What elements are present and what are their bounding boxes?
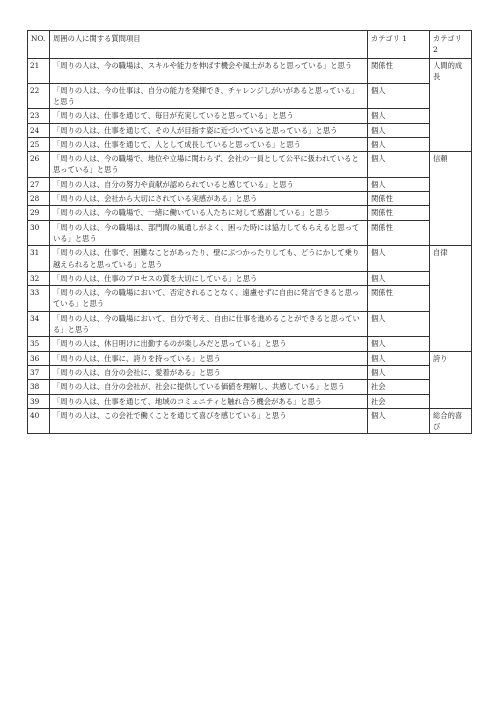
category-2	[430, 206, 472, 220]
table-row	[28, 394, 472, 408]
row-number: 36	[28, 351, 50, 365]
question-text: 「周りの人は、今の職場で、一緒に働いている人たちに対して感謝している」と思う	[50, 206, 368, 220]
category-2	[430, 109, 472, 123]
category-1: 関係性	[368, 220, 430, 246]
table-row	[28, 337, 472, 351]
row-number: 28	[28, 192, 50, 206]
question-text: 「周りの人は、仕事のプロセスの質を大切にしている」と思う	[50, 271, 368, 285]
question-text: 「周りの人は、今の職場は、部門間の風通しがよく、困った時には協力してもらえると思っている」と思う	[50, 220, 368, 246]
category-2	[430, 380, 472, 394]
row-number: 22	[28, 83, 50, 109]
category-2: 自律	[430, 246, 472, 272]
category-2: 誇り	[430, 351, 472, 365]
row-number: 27	[28, 177, 50, 191]
row-number: 39	[28, 394, 50, 408]
category-1: 個人	[368, 271, 430, 285]
category-1: 個人	[368, 152, 430, 178]
category-2: 人間的成長	[430, 58, 472, 83]
table-row	[28, 351, 472, 365]
question-text: 「周りの人は、今の職場で、地位や立場に関わらず、会社の一員として公平に扱われていると思っている」と思う	[50, 152, 368, 178]
row-number: 34	[28, 311, 50, 337]
table-row	[28, 220, 472, 246]
category-1: 個人	[368, 83, 430, 109]
category-2	[430, 192, 472, 206]
category-1: 個人	[368, 109, 430, 123]
row-number: 31	[28, 246, 50, 272]
category-1: 個人	[368, 337, 430, 351]
category-2	[430, 83, 472, 109]
row-number: 35	[28, 337, 50, 351]
category-2: 信頼	[430, 152, 472, 178]
header-no: NO.	[28, 31, 50, 59]
header-category-2: カテゴリ 2	[430, 31, 472, 59]
table-header-row	[28, 31, 472, 59]
question-text: 「周りの人は、仕事に、誇りを持っている」と思う	[50, 351, 368, 365]
row-number: 26	[28, 152, 50, 178]
table-row	[28, 109, 472, 123]
table-row	[28, 192, 472, 206]
category-2	[430, 220, 472, 246]
table-row	[28, 123, 472, 137]
table-row	[28, 246, 472, 272]
category-1: 社会	[368, 380, 430, 394]
table-row	[28, 365, 472, 379]
category-1: 個人	[368, 177, 430, 191]
category-2	[430, 271, 472, 285]
table-row	[28, 286, 472, 312]
question-text: 「周りの人は、今の仕事は、自分の能力を発揮でき、チャレンジしがいがあると思っている」と思う	[50, 83, 368, 109]
question-text: 「周りの人は、仕事を通じて、人として成長していると思っている」と思う	[50, 137, 368, 151]
category-2: 総合的喜び	[430, 408, 472, 434]
category-1: 社会	[368, 394, 430, 408]
category-1: 個人	[368, 137, 430, 151]
row-number: 38	[28, 380, 50, 394]
category-1: 個人	[368, 408, 430, 434]
document-page	[27, 30, 471, 434]
row-number: 29	[28, 206, 50, 220]
question-text: 「周りの人は、今の職場において、否定されることなく、遠慮せずに自由に発言できると思っている」と思う	[50, 286, 368, 312]
category-2	[430, 286, 472, 312]
table-row	[28, 206, 472, 220]
question-text: 「周りの人は、自分の努力や貢献が認められていると感じている」と思う	[50, 177, 368, 191]
row-number: 23	[28, 109, 50, 123]
question-table	[27, 30, 472, 434]
category-1: 関係性	[368, 286, 430, 312]
question-text: 「周りの人は、仕事を通じて、その人が目指す姿に近づいていると思っている」と思う	[50, 123, 368, 137]
category-2	[430, 123, 472, 137]
table-row	[28, 311, 472, 337]
header-category-1: カテゴリ 1	[368, 31, 430, 59]
category-2	[430, 177, 472, 191]
question-text: 「周りの人は、休日明けに出勤するのが楽しみだと思っている」と思う	[50, 337, 368, 351]
question-text: 「周りの人は、この会社で働くことを通じて喜びを感じている」と思う	[50, 408, 368, 434]
row-number: 33	[28, 286, 50, 312]
category-2	[430, 394, 472, 408]
table-row	[28, 137, 472, 151]
category-2	[430, 311, 472, 337]
category-1: 関係性	[368, 192, 430, 206]
row-number: 40	[28, 408, 50, 434]
category-1: 関係性	[368, 58, 430, 83]
category-1: 個人	[368, 311, 430, 337]
table-row	[28, 408, 472, 434]
row-number: 25	[28, 137, 50, 151]
category-2	[430, 137, 472, 151]
category-1: 個人	[368, 123, 430, 137]
category-1: 個人	[368, 351, 430, 365]
row-number: 30	[28, 220, 50, 246]
category-1: 個人	[368, 246, 430, 272]
table-row	[28, 152, 472, 178]
table-row	[28, 271, 472, 285]
category-1: 関係性	[368, 206, 430, 220]
question-text: 「周りの人は、今の職場は、スキルや能力を伸ばす機会や風土があると思っている」と思う	[50, 58, 368, 83]
row-number: 37	[28, 365, 50, 379]
category-2	[430, 365, 472, 379]
table-row	[28, 177, 472, 191]
question-text: 「周りの人は、今の職場において、自分で考え、自由に仕事を進めることができると思っている」と思う	[50, 311, 368, 337]
table-row	[28, 83, 472, 109]
category-1: 個人	[368, 365, 430, 379]
row-number: 32	[28, 271, 50, 285]
question-text: 「周りの人は、会社から大切にされている実感がある」と思う	[50, 192, 368, 206]
row-number: 24	[28, 123, 50, 137]
question-text: 「周りの人は、仕事で、困難なことがあったり、壁にぶつかったりしても、どうにかして乗り越えられると思っている」と思う	[50, 246, 368, 272]
category-2	[430, 337, 472, 351]
question-text: 「周りの人は、自分の会社が、社会に提供している価値を理解し、共感している」と思う	[50, 380, 368, 394]
row-number: 21	[28, 58, 50, 83]
header-question: 周囲の人に関する質問項目	[50, 31, 368, 59]
question-text: 「周りの人は、自分の会社に、愛着がある」と思う	[50, 365, 368, 379]
question-text: 「周りの人は、仕事を通じて、地域のコミュニティと触れ合う機会がある」と思う	[50, 394, 368, 408]
table-row	[28, 380, 472, 394]
table-row	[28, 58, 472, 83]
question-text: 「周りの人は、仕事を通じて、毎日が充実していると思っている」と思う	[50, 109, 368, 123]
